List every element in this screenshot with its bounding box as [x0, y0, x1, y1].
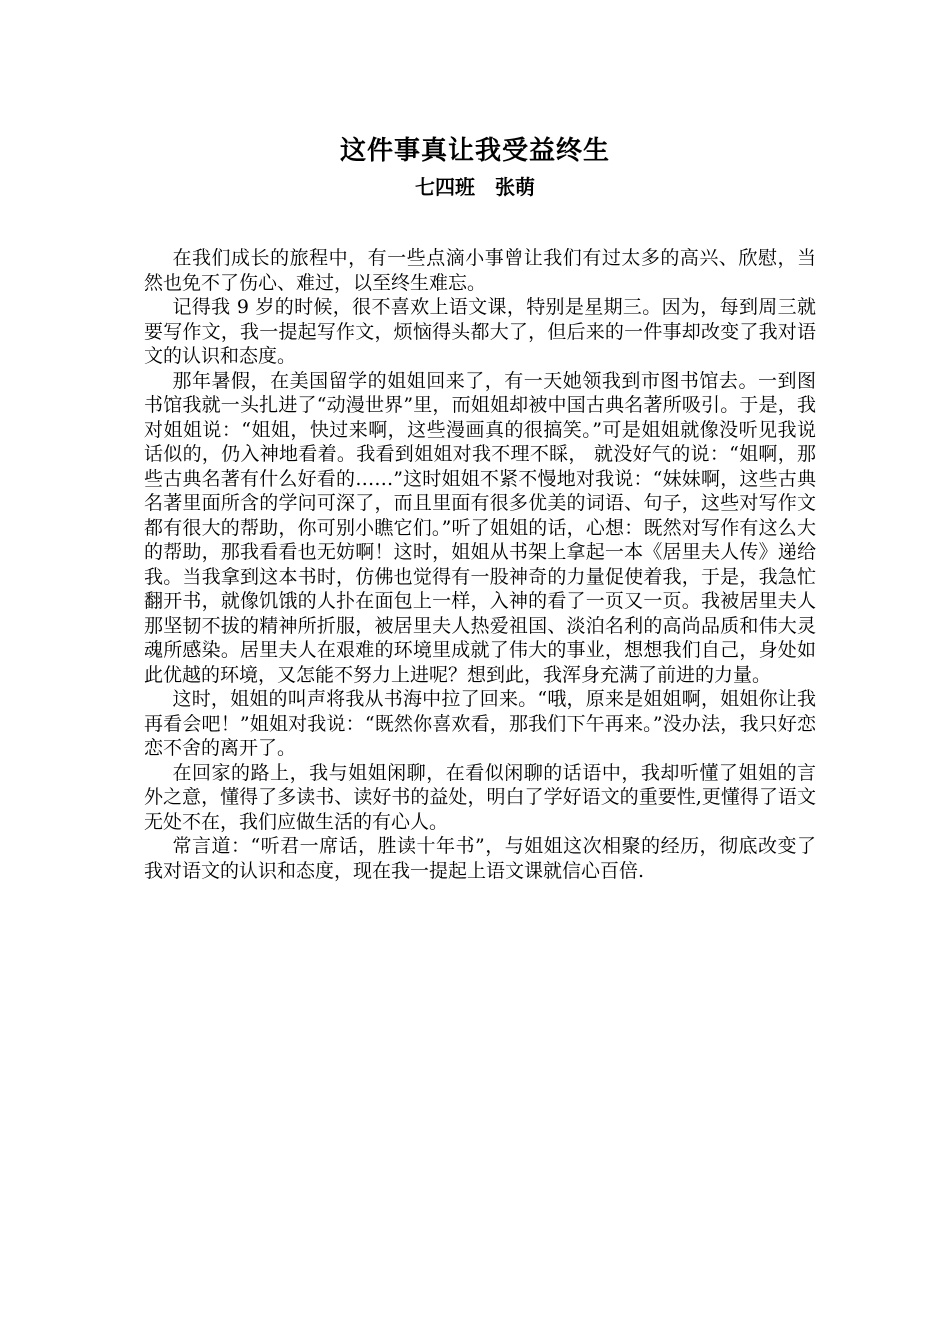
paragraph: 在回家的路上，我与姐姐闲聊，在看似闲聊的话语中，我却听懂了姐姐的言外之意，懂得了多读书、读好书的益处，明白了学好语文的重要性,更懂得了语文无处不在，我们应做生活的有心人。: [144, 761, 816, 833]
paragraph: 那年暑假，在美国留学的姐姐回来了，有一天她领我到市图书馆去。一到图书馆我就一头扎进了“动漫世界”里，而姐姐却被中国古典名著所吸引。于是，我对姐姐说：“姐姐，快过来啊，这些漫画真的很搞笑。”可是姐姐就像没听见我说话似的，仍入神地看着。我看到姐姐对我不理不睬， 就没好气的说：“姐啊，那些古典名著有什么好看的……”这时姐姐不紧不慢地对我说：“妹妹啊，这些古典名著里面所含的学问可深了，而且里面有很多优美的词语、句子，这些对写作文都有很大的帮助，你可别小瞧它们。”听了姐姐的话，心想：既然对写作有这么大的帮助，那我看看也无妨啊！这时，姐姐从书架上拿起一本《居里夫人传》递给我。当我拿到这本书时，仿佛也觉得有一股神奇的力量促使着我，于是，我急忙翻开书，就像饥饿的人扑在面包上一样，入神的看了一页又一页。我被居里夫人那坚韧不拔的精神所折服，被居里夫人热爱祖国、淡泊名利的高尚品质和伟大灵魂所感染。居里夫人在艰难的环境里成就了伟大的事业，想想我们自己，身处如此优越的环境，又怎能不努力上进呢？想到此，我浑身充满了前进的力量。: [144, 369, 816, 686]
paragraph: 在我们成长的旅程中，有一些点滴小事曾让我们有过太多的高兴、欣慰，当然也免不了伤心、难过，以至终生难忘。: [144, 247, 816, 294]
paragraph: 常言道：“听君一席话，胜读十年书”，与姐姐这次相聚的经历，彻底改变了我对语文的认识和态度，现在我一提起上语文课就信心百倍.: [144, 835, 816, 882]
essay-body: [144, 246, 816, 883]
paragraph: 这时，姐姐的叫声将我从书海中拉了回来。“哦，原来是姐姐啊，姐姐你让我再看会吧！”姐姐对我说：“既然你喜欢看，那我们下午再来。”没办法，我只好恋恋不舍的离开了。: [144, 688, 816, 759]
essay-title: 这件事真让我受益终生: [339, 136, 610, 166]
paragraph: 记得我 9 岁的时候，很不喜欢上语文课，特别是星期三。因为，每到周三就要写作文，我一提起写作文，烦恼得头都大了，但后来的一件事却改变了我对语文的认识和态度。: [144, 296, 816, 367]
author-byline: 七四班 张萌: [415, 175, 535, 199]
